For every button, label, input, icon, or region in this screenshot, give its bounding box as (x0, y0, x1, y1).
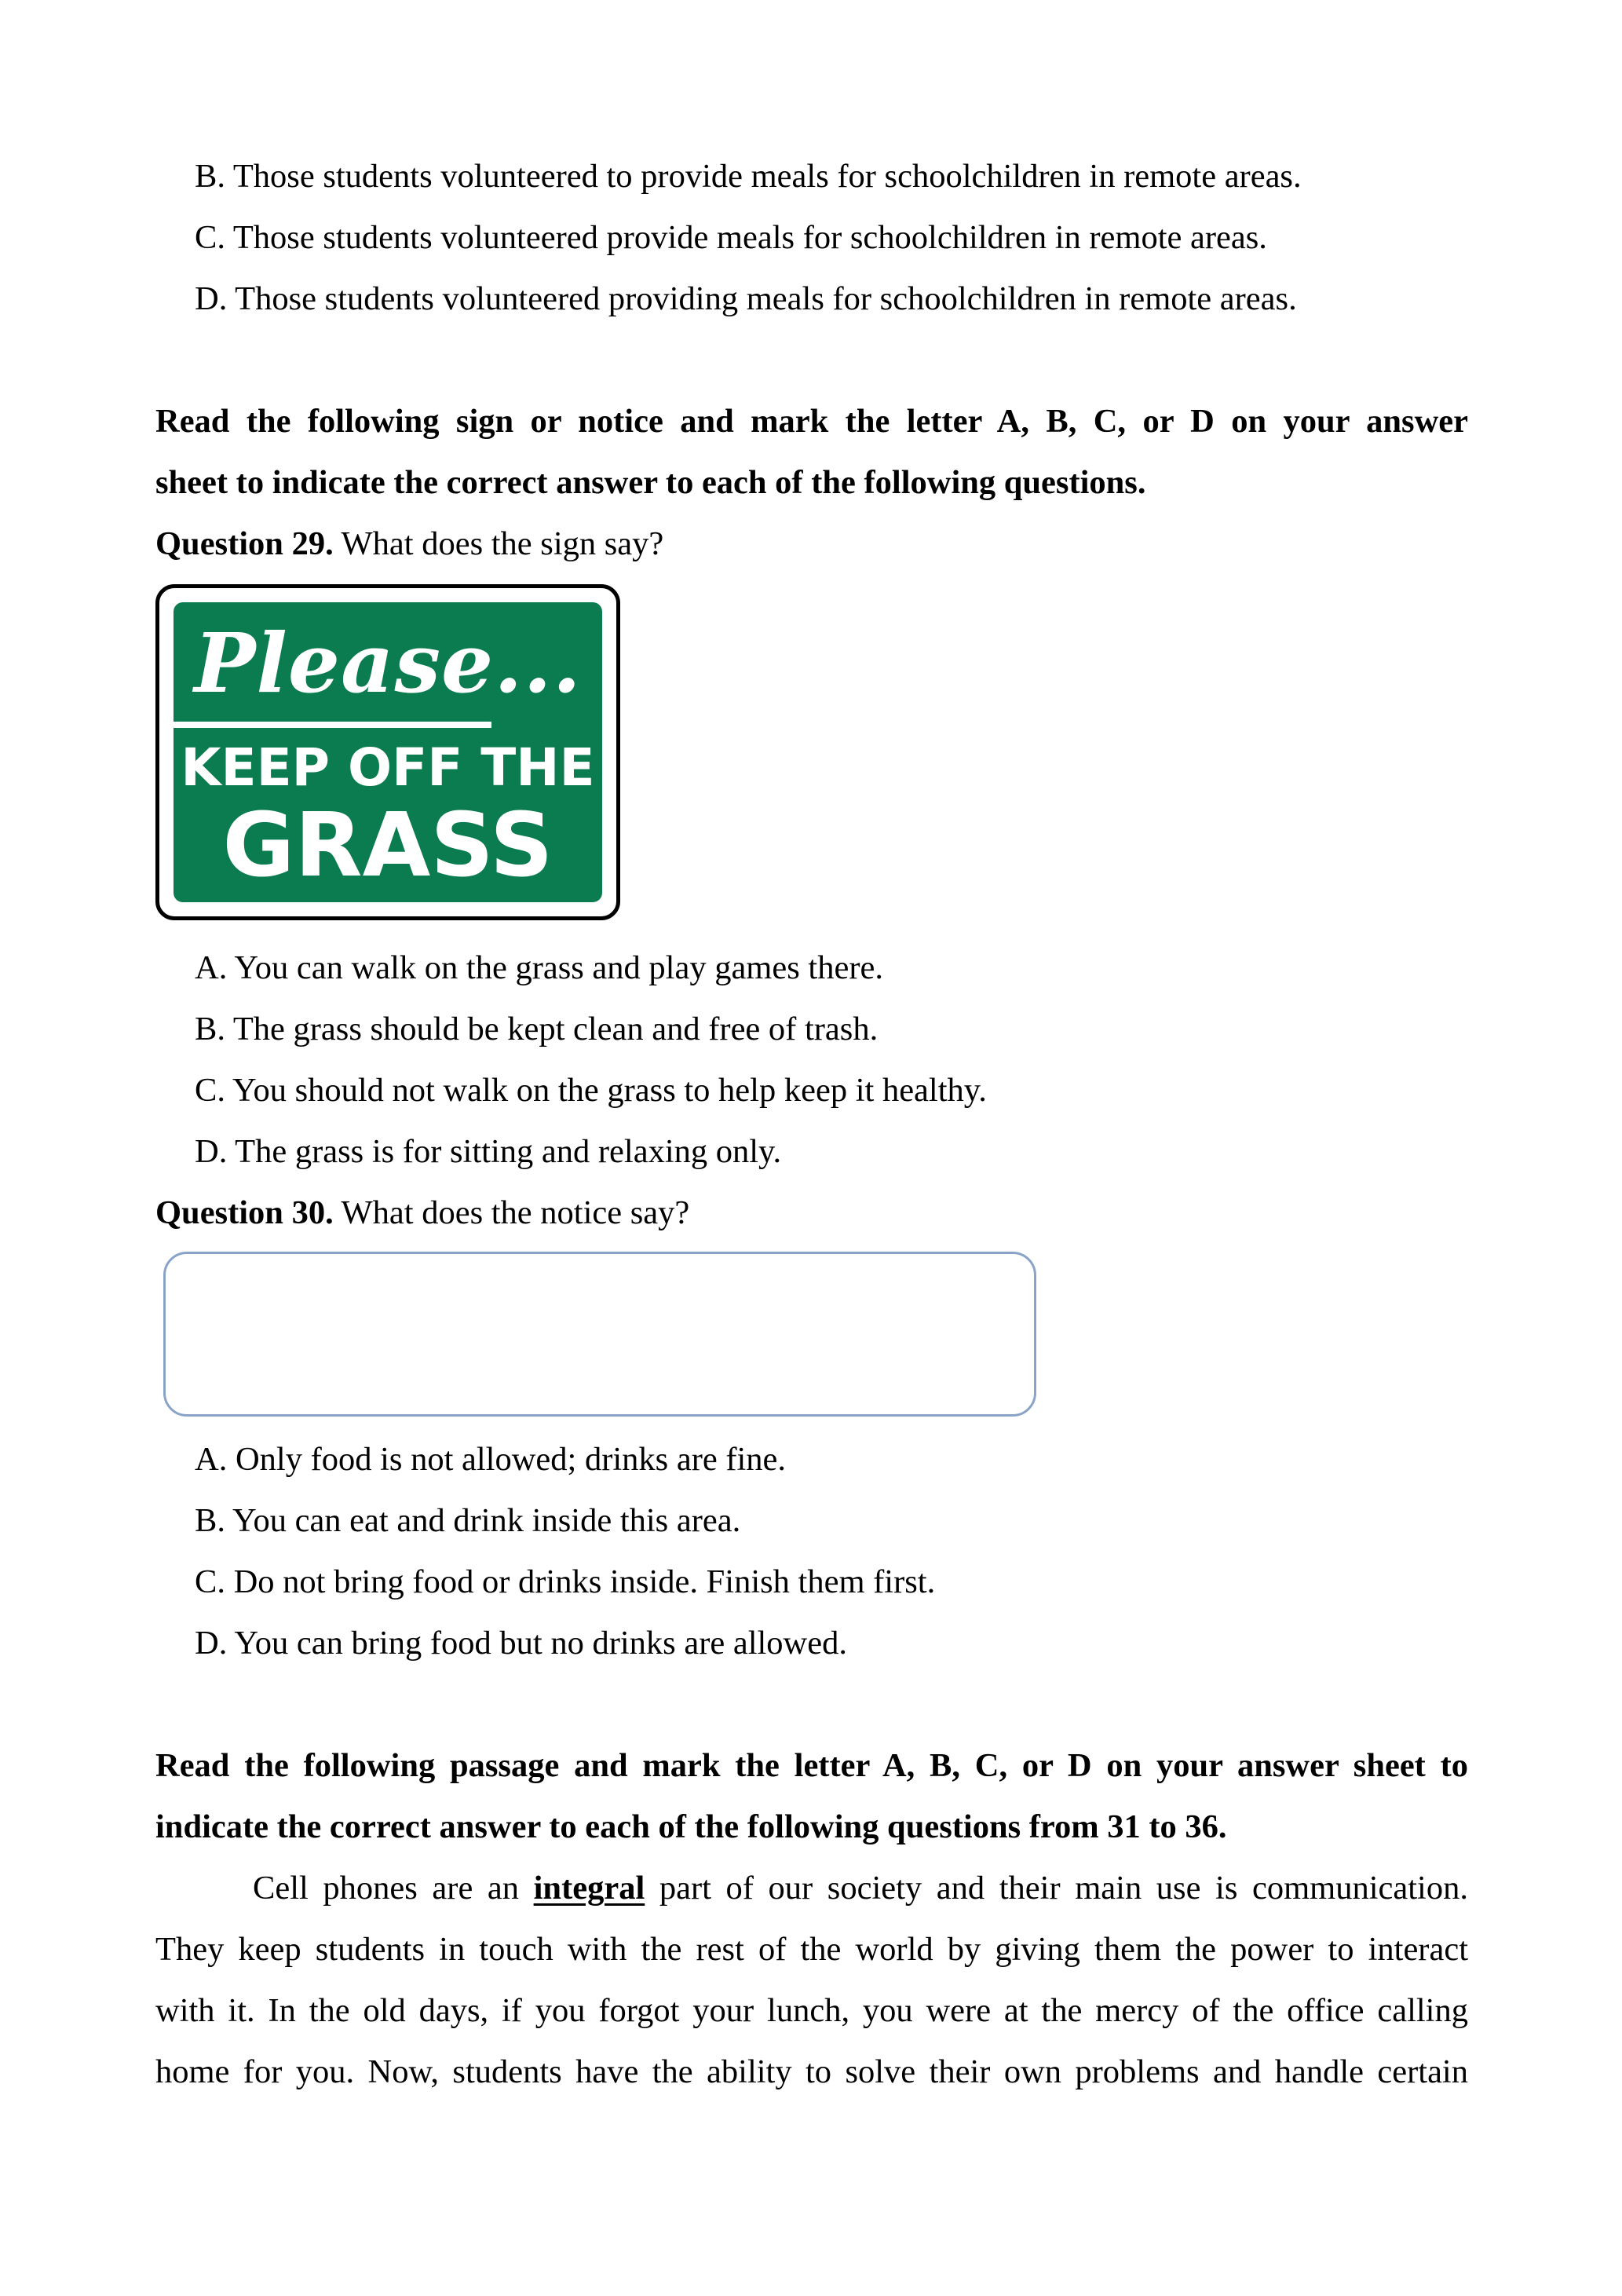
question-29-label: Question 29. (155, 525, 334, 562)
section-instruction-signs-line1: Read the following sign or notice and mark the letter A, B, C, or D on your answer (155, 403, 1468, 440)
notice-box (163, 1252, 1036, 1417)
question-30-text: What does the notice say? (333, 1194, 690, 1231)
passage-line-3: with it. In the old days, if you forgot your lunch, you were at the mercy of the office calling (155, 1992, 1468, 2029)
keep-off-grass-sign (155, 584, 620, 920)
sign-panel (174, 602, 602, 902)
question-29-option-b[interactable]: B. The grass should be kept clean and free of trash. (195, 1011, 879, 1047)
passage-text: Cell phones are an (253, 1870, 534, 1907)
section-instruction-passage-line1: Read the following passage and mark the letter A, B, C, or D on your answer sheet to (155, 1747, 1468, 1784)
question-29-option-a[interactable]: A. You can walk on the grass and play games there. (195, 949, 883, 986)
question-30-option-b[interactable]: B. You can eat and drink inside this area. (195, 1502, 741, 1539)
passage-keyword-integral: integral (533, 1870, 645, 1907)
question-30-option-c[interactable]: C. Do not bring food or drinks inside. Finish them first. (195, 1563, 936, 1600)
question-29 (155, 514, 663, 575)
question-30-label: Question 30. (155, 1194, 334, 1231)
passage-line-1 (155, 1858, 1468, 1919)
option-d-previous-question[interactable]: D. Those students volunteered providing meals for schoolchildren in remote areas. (195, 280, 1297, 317)
sign-grass-text: GRASS (222, 795, 553, 897)
sign-divider (174, 722, 491, 728)
question-29-option-d[interactable]: D. The grass is for sitting and relaxing only. (195, 1133, 782, 1170)
sign-keep-off-text: KEEP OFF THE (181, 737, 595, 798)
question-29-option-c[interactable]: C. You should not walk on the grass to help keep it healthy. (195, 1072, 987, 1109)
option-c-previous-question[interactable]: C. Those students volunteered provide meals for schoolchildren in remote areas. (195, 219, 1267, 256)
section-instruction-signs-line2: sheet to indicate the correct answer to each of the following questions. (155, 464, 1146, 501)
passage-text: part of our society and their main use is communication. (645, 1870, 1468, 1907)
passage-line-4: home for you. Now, students have the ability to solve their own problems and handle certain (155, 2053, 1468, 2090)
question-30 (155, 1183, 689, 1244)
question-30-option-a[interactable]: A. Only food is not allowed; drinks are fine. (195, 1441, 787, 1478)
section-instruction-passage-line2: indicate the correct answer to each of the following questions from 31 to 36. (155, 1808, 1227, 1845)
option-b-previous-question[interactable]: B. Those students volunteered to provide meals for schoolchildren in remote areas. (195, 158, 1302, 195)
question-29-text: What does the sign say? (333, 525, 664, 562)
sign-please-text: Please... (194, 615, 582, 711)
passage-line-2: They keep students in touch with the rest of the world by giving them the power to interact (155, 1931, 1468, 1968)
question-30-option-d[interactable]: D. You can bring food but no drinks are allowed. (195, 1625, 847, 1662)
